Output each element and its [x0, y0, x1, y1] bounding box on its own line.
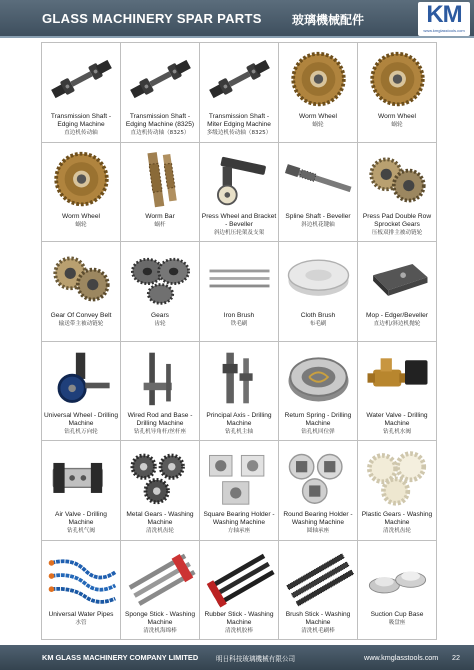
product-cell [121, 143, 200, 243]
product-name-cn: 钻孔机导角杆/丝杆座 [133, 428, 187, 435]
product-caption [201, 213, 277, 237]
round-bearing-holder-icon [281, 443, 356, 511]
product-name-cn: 清洗机胶棒 [225, 627, 253, 634]
product-name-cn: 直边机/斜边机抛轮 [373, 321, 421, 327]
product-cell [42, 43, 121, 143]
product-name-cn: 压板双排主被动链轮 [371, 229, 423, 236]
product-cell [121, 342, 200, 442]
product-cell [42, 441, 121, 541]
product-caption [201, 511, 277, 535]
product-name-cn: 水管 [75, 619, 87, 626]
product-name-cn: 蜗杆 [154, 221, 166, 228]
page-number: 22 [452, 653, 460, 662]
product-caption [359, 412, 435, 436]
plastic-gear-icon [360, 443, 435, 511]
product-cell [200, 242, 279, 342]
product-cell [200, 143, 279, 243]
sprocket-gear-icon [44, 244, 119, 312]
product-name-cn: 齿轮 [154, 321, 166, 327]
product-cell [358, 441, 437, 541]
page-footer [0, 645, 474, 670]
bevel-gear-icon [123, 244, 198, 312]
wired-rod-icon [123, 344, 198, 412]
product-name-cn: 斜边机压轮架及支架 [213, 229, 265, 236]
product-name: Metal Gears - Washing Machine [126, 511, 194, 526]
product-caption [201, 113, 277, 137]
product-name: Plastic Gears - Washing Machine [361, 511, 433, 526]
catalog-title-cn: 玻璃機械配件 [292, 13, 365, 27]
rubber-stick-icon [202, 543, 277, 611]
product-name: Transmission Shaft - Miter Edging Machine [207, 113, 271, 128]
product-name: Cloth Brush [300, 312, 336, 319]
sprocket-gear-icon [360, 145, 435, 213]
product-cell [358, 242, 437, 342]
product-caption [43, 312, 119, 328]
product-name-cn: 圆轴承座 [306, 528, 330, 534]
principal-axis-icon [202, 344, 277, 412]
product-name-cn: 钻孔机气阀 [67, 528, 95, 534]
universal-joint-shaft-icon [44, 45, 119, 113]
logo-mark: KM [426, 1, 462, 28]
return-spring-icon [281, 344, 356, 412]
universal-wheel-icon [44, 344, 119, 412]
cloth-brush-icon [281, 244, 356, 312]
product-caption [359, 511, 435, 535]
product-name: Air Valve - Drilling Machine [55, 511, 107, 526]
product-caption [201, 312, 277, 328]
product-name-cn: 吸盘座 [388, 619, 406, 626]
product-name-cn: 斜边机花键轴 [301, 221, 335, 228]
product-name-cn: 清洗机毛刷棒 [301, 627, 335, 634]
water-valve-icon [360, 344, 435, 412]
product-caption [43, 213, 119, 229]
product-name: Gears [151, 312, 169, 319]
product-name: Sponge Stick - Washing Machine [124, 610, 196, 626]
product-name-cn: 清洗机齿轮 [146, 528, 174, 534]
product-name-cn: 钻孔机万向轮 [64, 428, 98, 435]
product-cell [200, 342, 279, 442]
page-header [0, 0, 474, 38]
product-name: Principal Axis - Drilling Machine [206, 411, 272, 427]
brush-stick-icon [281, 543, 356, 611]
product-name: Wired Rod and Base - Drilling Machine [127, 411, 193, 427]
product-cell [279, 541, 358, 641]
product-name-cn: 钻孔机回位弹 [301, 428, 335, 435]
product-name: Transmission Shaft - Edging Machine [50, 113, 112, 128]
suction-cup-icon [360, 543, 435, 611]
product-name: Worm Wheel [378, 113, 416, 120]
universal-joint-shaft-icon [123, 45, 198, 113]
product-cell [279, 441, 358, 541]
product-caption [122, 611, 198, 635]
product-name-cn: 直边机传动轴（8325） [130, 130, 190, 136]
product-cell [200, 43, 279, 143]
product-cell [279, 242, 358, 342]
product-cell [358, 342, 437, 442]
product-cell [200, 541, 279, 641]
product-name: Worm Bar [145, 212, 175, 220]
product-cell [358, 143, 437, 243]
product-cell [358, 43, 437, 143]
product-caption [122, 213, 198, 229]
product-caption [359, 113, 435, 129]
product-caption [280, 213, 356, 229]
product-caption [359, 611, 435, 627]
product-caption [122, 113, 198, 137]
product-caption [43, 412, 119, 436]
product-name: Return Spring - Drilling Machine [284, 411, 352, 427]
km-logo [418, 2, 470, 36]
product-name: Round Bearing Holder - Washing Machine [283, 511, 353, 526]
product-caption [201, 412, 277, 436]
product-cell [42, 143, 121, 243]
product-caption [280, 511, 356, 535]
product-name: Gear Of Convey Belt [50, 312, 112, 319]
product-caption [280, 312, 356, 328]
product-cell [279, 43, 358, 143]
product-name: Worm Wheel [62, 212, 100, 220]
square-bearing-holder-icon [202, 443, 277, 511]
water-pipe-icon [44, 543, 119, 611]
product-name-cn: 多级边机传动轴（8325） [206, 130, 272, 136]
worm-wheel-icon [44, 145, 119, 213]
product-name-cn: 直边机传动轴 [64, 130, 98, 136]
product-name: Universal Wheel - Drilling Machine [43, 411, 118, 427]
product-name-cn: 清洗机海绵棒 [143, 627, 177, 634]
product-cell [279, 342, 358, 442]
iron-brush-icon [202, 244, 277, 312]
product-caption [122, 412, 198, 436]
product-name-cn: 铁毛刷 [230, 321, 248, 327]
product-name: Water Valve - Drilling Machine [366, 411, 428, 427]
product-cell [42, 541, 121, 641]
product-name-cn: 布毛刷 [309, 321, 327, 327]
product-name-cn: 清洗机齿轮 [383, 528, 411, 534]
product-name: Press Pad Double Row Sprocket Gears [362, 212, 432, 228]
product-caption [280, 611, 356, 635]
product-cell [42, 242, 121, 342]
product-name: Worm Wheel [299, 113, 337, 120]
product-cell [121, 541, 200, 641]
sponge-stick-icon [123, 543, 198, 611]
product-name-cn: 钻孔机主轴 [225, 428, 253, 435]
product-caption [280, 113, 356, 129]
product-cell [279, 143, 358, 243]
press-wheel-bracket-icon [202, 145, 277, 213]
product-cell [121, 43, 200, 143]
product-name: Iron Brush [223, 312, 255, 319]
product-cell [200, 441, 279, 541]
product-name: Universal Water Pipes [48, 610, 114, 618]
catalog-title: GLASS MACHINERY SPAR PARTS [42, 11, 262, 26]
product-caption [122, 511, 198, 535]
product-caption [43, 611, 119, 627]
worm-bar-icon [123, 145, 198, 213]
universal-joint-shaft-icon [202, 45, 277, 113]
product-caption [122, 312, 198, 328]
footer-url: www.kmglasstools.com [364, 653, 439, 662]
product-name-cn: 输送带主被动链轮 [58, 321, 104, 327]
product-name: Mop - Edger/Beveller [366, 312, 428, 319]
product-name-cn: 蜗轮 [75, 221, 87, 228]
product-name-cn: 方轴承座 [227, 528, 251, 534]
footer-company-cn: 明日科技玻璃機械有限公司 [216, 655, 296, 663]
product-caption [359, 213, 435, 237]
product-name: Press Wheel and Bracket - Beveller [201, 212, 277, 228]
product-name: Square Bearing Holder - Washing Machine [203, 511, 275, 526]
product-caption [359, 312, 435, 328]
product-name: Transmission Shaft - Edging Machine (8325) [125, 113, 195, 128]
air-valve-icon [44, 443, 119, 511]
product-name-cn: 蜗轮 [312, 122, 324, 128]
product-name-cn: 蜗轮 [391, 122, 403, 128]
worm-wheel-icon [360, 45, 435, 113]
product-name: Spline Shaft - Beveller [285, 212, 351, 220]
product-caption [43, 511, 119, 535]
product-cell [121, 242, 200, 342]
mop-pad-icon [360, 244, 435, 312]
product-name: Suction Cup Base [370, 610, 424, 618]
product-cell [121, 441, 200, 541]
footer-company: KM GLASS MACHINERY COMPANY LIMITED [42, 653, 199, 662]
logo-url: www.kmglasstools.com [423, 28, 465, 33]
product-caption [43, 113, 119, 137]
product-name: Brush Stick - Washing Machine [285, 610, 351, 626]
product-name-cn: 钻孔机水阀 [383, 428, 411, 435]
spline-shaft-icon [281, 145, 356, 213]
product-cell [358, 541, 437, 641]
product-caption [201, 611, 277, 635]
metal-gear-icon [123, 443, 198, 511]
product-caption [280, 412, 356, 436]
worm-wheel-icon [281, 45, 356, 113]
product-cell [42, 342, 121, 442]
product-grid [41, 42, 437, 640]
product-name: Rubber Stick - Washing Machine [204, 610, 274, 626]
